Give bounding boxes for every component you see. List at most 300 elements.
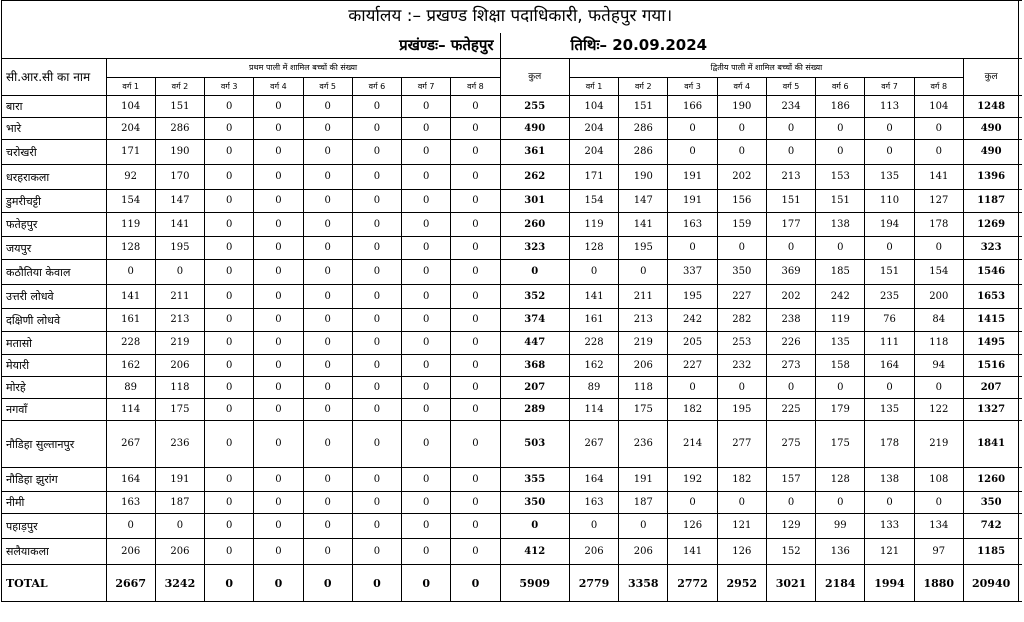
shift1-total: 350 — [500, 492, 569, 514]
shift1-count: 0 — [451, 165, 500, 190]
shift2-count: 0 — [914, 492, 963, 514]
shift2-count: 141 — [619, 213, 668, 237]
shift1-count: 219 — [155, 332, 204, 355]
shift1-count: 0 — [352, 285, 401, 309]
crc-name-header: सी.आर.सी का नाम — [2, 59, 107, 96]
shift2-count: 1994 — [865, 565, 914, 602]
shift2-count: 0 — [914, 118, 963, 140]
shift2-count: 110 — [865, 190, 914, 213]
table-row — [2, 421, 1023, 468]
shift2-count: 171 — [569, 165, 618, 190]
shift2-total: 1415 — [963, 309, 1018, 332]
crc-name: भारे — [2, 118, 107, 140]
shift1-count: 118 — [155, 377, 204, 399]
shift1-count: 0 — [352, 140, 401, 165]
shift2-count: 141 — [914, 165, 963, 190]
shift1-count: 0 — [451, 118, 500, 140]
shift2-count: 0 — [717, 377, 766, 399]
shift1-count: 0 — [451, 565, 500, 602]
shift2-count: 154 — [569, 190, 618, 213]
shift1-count: 0 — [451, 514, 500, 539]
shift2-count: 219 — [619, 332, 668, 355]
shift2-count: 119 — [569, 213, 618, 237]
shift2-total: 323 — [963, 237, 1018, 260]
shift2-count: 195 — [668, 285, 717, 309]
shift2-count: 136 — [816, 539, 865, 565]
shift2-class-header: वर्ग 2 — [619, 78, 668, 96]
shift1-count: 0 — [402, 492, 451, 514]
shift1-count: 0 — [254, 399, 303, 421]
shift2-count: 122 — [914, 399, 963, 421]
shift2-count: 0 — [816, 118, 865, 140]
shift2-count: 126 — [717, 539, 766, 565]
shift1-count: 171 — [106, 140, 155, 165]
shift1-count: 0 — [303, 332, 352, 355]
shift2-total: 1546 — [963, 260, 1018, 285]
shift1-count: 0 — [205, 468, 254, 492]
shift1-count: 0 — [352, 492, 401, 514]
shift2-count: 97 — [914, 539, 963, 565]
shift1-count: 0 — [402, 190, 451, 213]
shift2-count: 161 — [569, 309, 618, 332]
shift2-count: 2772 — [668, 565, 717, 602]
shift1-count: 161 — [106, 309, 155, 332]
shift1-count: 0 — [352, 190, 401, 213]
shift1-count: 0 — [402, 332, 451, 355]
shift2-count: 232 — [717, 355, 766, 377]
shift2-count: 204 — [569, 118, 618, 140]
crc-name: नौडिहा सुल्तानपुर — [2, 421, 107, 468]
shift2-count: 369 — [766, 260, 815, 285]
shift1-count: 0 — [352, 260, 401, 285]
shift2-count: 227 — [717, 285, 766, 309]
shift2-count: 202 — [717, 165, 766, 190]
table-row — [2, 165, 1023, 190]
shift1-count: 0 — [205, 539, 254, 565]
shift2-count: 185 — [816, 260, 865, 285]
shift2-class-header: वर्ग 6 — [816, 78, 865, 96]
shift1-total: 412 — [500, 539, 569, 565]
shift2-count: 191 — [619, 468, 668, 492]
shift2-count: 0 — [816, 492, 865, 514]
shift2-count: 206 — [569, 539, 618, 565]
shift2-count: 337 — [668, 260, 717, 285]
shift2-count: 286 — [619, 118, 668, 140]
shift1-count: 147 — [155, 190, 204, 213]
shift1-count: 286 — [155, 118, 204, 140]
shift1-count: 0 — [303, 118, 352, 140]
shift2-count: 0 — [914, 237, 963, 260]
shift2-count: 163 — [569, 492, 618, 514]
shift1-count: 0 — [303, 539, 352, 565]
shift1-count: 0 — [352, 213, 401, 237]
shift1-count: 0 — [254, 468, 303, 492]
shift1-count: 0 — [451, 399, 500, 421]
crc-name: धरहराकला — [2, 165, 107, 190]
shift1-count: 0 — [303, 165, 352, 190]
shift1-count: 0 — [205, 309, 254, 332]
shift1-count: 0 — [205, 355, 254, 377]
shift2-total-header: कुल — [963, 59, 1018, 96]
shift2-count: 164 — [865, 355, 914, 377]
shift2-count: 104 — [569, 96, 618, 118]
shift2-count: 0 — [766, 118, 815, 140]
shift2-count: 200 — [914, 285, 963, 309]
shift1-count: 92 — [106, 165, 155, 190]
table-row — [2, 213, 1023, 237]
shift1-count: 0 — [205, 118, 254, 140]
shift1-count: 0 — [303, 468, 352, 492]
shift1-count: 195 — [155, 237, 204, 260]
shift2-class-header: वर्ग 5 — [766, 78, 815, 96]
shift1-count: 0 — [352, 468, 401, 492]
shift1-class-header: वर्ग 1 — [106, 78, 155, 96]
shift1-count: 0 — [205, 514, 254, 539]
crc-name: जयपुर — [2, 237, 107, 260]
crc-name: फतेहपुर — [2, 213, 107, 237]
shift1-count: 0 — [451, 355, 500, 377]
shift2-count: 147 — [619, 190, 668, 213]
shift2-count: 2952 — [717, 565, 766, 602]
shift1-count: 0 — [303, 96, 352, 118]
shift2-count: 178 — [865, 421, 914, 468]
shift1-count: 0 — [205, 565, 254, 602]
shift2-total: 1185 — [963, 539, 1018, 565]
shift1-count: 0 — [205, 399, 254, 421]
shift2-count: 234 — [766, 96, 815, 118]
shift2-count: 141 — [569, 285, 618, 309]
shift1-count: 119 — [106, 213, 155, 237]
shift1-count: 0 — [352, 539, 401, 565]
shift2-count: 282 — [717, 309, 766, 332]
shift2-count: 238 — [766, 309, 815, 332]
crc-name: मेयारी — [2, 355, 107, 377]
crc-name: चरोखरी — [2, 140, 107, 165]
shift1-count: 0 — [402, 399, 451, 421]
shift2-count: 151 — [766, 190, 815, 213]
shift1-count: 0 — [402, 213, 451, 237]
shift2-count: 0 — [619, 260, 668, 285]
shift1-count: 213 — [155, 309, 204, 332]
shift1-count: 0 — [352, 332, 401, 355]
shift2-count: 138 — [816, 213, 865, 237]
shift2-count: 0 — [569, 260, 618, 285]
shift1-count: 0 — [205, 260, 254, 285]
shift1-count: 0 — [402, 565, 451, 602]
shift2-total: 350 — [963, 492, 1018, 514]
shift2-count: 152 — [766, 539, 815, 565]
shift1-total: 260 — [500, 213, 569, 237]
shift2-count: 0 — [766, 492, 815, 514]
shift1-count: 89 — [106, 377, 155, 399]
shift1-count: 0 — [205, 377, 254, 399]
shift2-count: 175 — [619, 399, 668, 421]
shift1-count: 141 — [155, 213, 204, 237]
shift1-count: 0 — [303, 565, 352, 602]
table-row — [2, 514, 1023, 539]
shift1-count: 0 — [352, 237, 401, 260]
crc-name: कठौतिया केवाल — [2, 260, 107, 285]
shift1-count: 0 — [352, 399, 401, 421]
shift2-count: 190 — [619, 165, 668, 190]
total-row — [2, 565, 1023, 602]
shift2-class-header: वर्ग 1 — [569, 78, 618, 96]
table-row — [2, 492, 1023, 514]
shift2-count: 1880 — [914, 565, 963, 602]
shift1-count: 0 — [205, 190, 254, 213]
shift1-count: 151 — [155, 96, 204, 118]
shift2-count: 0 — [717, 118, 766, 140]
shift2-count: 267 — [569, 421, 618, 468]
shift2-count: 182 — [668, 399, 717, 421]
shift2-total: 207 — [963, 377, 1018, 399]
shift2-count: 195 — [619, 237, 668, 260]
shift2-count: 202 — [766, 285, 815, 309]
shift2-count: 126 — [668, 514, 717, 539]
shift2-count: 213 — [766, 165, 815, 190]
shift2-count: 175 — [816, 421, 865, 468]
shift1-count: 211 — [155, 285, 204, 309]
shift1-count: 0 — [402, 514, 451, 539]
shift2-total: 1653 — [963, 285, 1018, 309]
shift1-count: 0 — [254, 332, 303, 355]
shift1-count: 0 — [303, 355, 352, 377]
shift2-total: 1260 — [963, 468, 1018, 492]
shift2-count: 0 — [816, 377, 865, 399]
total-label: TOTAL — [2, 565, 107, 602]
shift1-total: 447 — [500, 332, 569, 355]
table-row — [2, 468, 1023, 492]
shift2-total: 1516 — [963, 355, 1018, 377]
shift1-count: 163 — [106, 492, 155, 514]
shift1-count: 0 — [303, 237, 352, 260]
shift2-count: 179 — [816, 399, 865, 421]
shift2-count: 141 — [668, 539, 717, 565]
shift1-total: 0 — [500, 260, 569, 285]
shift1-total: 352 — [500, 285, 569, 309]
shift2-count: 114 — [569, 399, 618, 421]
shift1-count: 0 — [205, 492, 254, 514]
shift1-count: 128 — [106, 237, 155, 260]
shift2-count: 182 — [717, 468, 766, 492]
shift1-class-header: वर्ग 6 — [352, 78, 401, 96]
shift1-total: 503 — [500, 421, 569, 468]
shift1-count: 141 — [106, 285, 155, 309]
shift1-count: 0 — [254, 190, 303, 213]
shift1-count: 0 — [451, 421, 500, 468]
shift1-count: 2667 — [106, 565, 155, 602]
shift2-count: 2184 — [816, 565, 865, 602]
shift1-count: 0 — [402, 165, 451, 190]
shift1-count: 0 — [254, 237, 303, 260]
shift1-class-header: वर्ग 3 — [205, 78, 254, 96]
shift2-count: 211 — [619, 285, 668, 309]
shift1-total: 323 — [500, 237, 569, 260]
shift1-count: 0 — [451, 140, 500, 165]
shift2-count: 99 — [816, 514, 865, 539]
crc-name: मतासो — [2, 332, 107, 355]
shift2-count: 127 — [914, 190, 963, 213]
table-row — [2, 309, 1023, 332]
shift1-count: 0 — [451, 468, 500, 492]
shift1-count: 0 — [451, 237, 500, 260]
shift1-count: 0 — [352, 165, 401, 190]
shift1-count: 0 — [303, 399, 352, 421]
shift2-count: 135 — [865, 165, 914, 190]
shift1-count: 206 — [106, 539, 155, 565]
shift1-count: 0 — [451, 377, 500, 399]
shift1-count: 0 — [451, 213, 500, 237]
shift2-count: 128 — [816, 468, 865, 492]
shift2-count: 0 — [865, 118, 914, 140]
crc-name: पहाड़पुर — [2, 514, 107, 539]
shift2-count: 104 — [914, 96, 963, 118]
shift1-count: 228 — [106, 332, 155, 355]
shift1-count: 191 — [155, 468, 204, 492]
shift1-class-header: वर्ग 7 — [402, 78, 451, 96]
crc-name: नीमी — [2, 492, 107, 514]
shift1-total: 301 — [500, 190, 569, 213]
shift2-total: 1248 — [963, 96, 1018, 118]
shift2-count: 0 — [766, 377, 815, 399]
shift1-header: प्रथम पाली में शामिल बच्चों की संख्या — [106, 59, 500, 78]
crc-name: नौडिहा झुरांग — [2, 468, 107, 492]
shift2-count: 133 — [865, 514, 914, 539]
block-label: प्रखंण्डः– फतेहपुर — [2, 33, 501, 59]
shift1-count: 3242 — [155, 565, 204, 602]
shift2-count: 2779 — [569, 565, 618, 602]
shift1-count: 0 — [254, 309, 303, 332]
shift1-count: 0 — [106, 260, 155, 285]
shift1-count: 0 — [205, 332, 254, 355]
shift1-count: 0 — [303, 309, 352, 332]
shift2-count: 228 — [569, 332, 618, 355]
shift2-count: 113 — [865, 96, 914, 118]
shift1-total: 5909 — [500, 565, 569, 602]
shift2-count: 0 — [816, 140, 865, 165]
shift1-count: 0 — [254, 565, 303, 602]
shift1-count: 0 — [205, 165, 254, 190]
shift2-count: 0 — [569, 514, 618, 539]
shift2-count: 0 — [619, 514, 668, 539]
table-row — [2, 285, 1023, 309]
shift2-count: 0 — [865, 140, 914, 165]
shift2-count: 138 — [865, 468, 914, 492]
shift1-count: 0 — [352, 118, 401, 140]
shift1-count: 0 — [155, 260, 204, 285]
shift1-total: 255 — [500, 96, 569, 118]
shift2-count: 163 — [668, 213, 717, 237]
shift1-total-header: कुल — [500, 59, 569, 96]
shift1-total: 0 — [500, 514, 569, 539]
table-row — [2, 118, 1023, 140]
shift2-count: 111 — [865, 332, 914, 355]
shift2-count: 162 — [569, 355, 618, 377]
shift1-count: 0 — [402, 237, 451, 260]
shift2-count: 192 — [668, 468, 717, 492]
shift2-total: 1396 — [963, 165, 1018, 190]
shift1-count: 0 — [205, 140, 254, 165]
crc-name: नगवाँ — [2, 399, 107, 421]
shift1-count: 0 — [451, 309, 500, 332]
shift1-count: 236 — [155, 421, 204, 468]
shift2-count: 3021 — [766, 565, 815, 602]
shift1-count: 0 — [254, 285, 303, 309]
shift1-total: 262 — [500, 165, 569, 190]
shift2-count: 0 — [766, 237, 815, 260]
shift1-count: 0 — [451, 492, 500, 514]
crc-name: डुमरीचट्टी — [2, 190, 107, 213]
shift1-count: 0 — [352, 355, 401, 377]
shift1-count: 190 — [155, 140, 204, 165]
shift1-total: 355 — [500, 468, 569, 492]
shift2-count: 121 — [717, 514, 766, 539]
shift2-count: 226 — [766, 332, 815, 355]
table-row — [2, 539, 1023, 565]
table-row — [2, 96, 1023, 118]
shift2-count: 227 — [668, 355, 717, 377]
shift1-count: 0 — [303, 285, 352, 309]
shift1-count: 170 — [155, 165, 204, 190]
shift1-count: 0 — [402, 260, 451, 285]
table-row — [2, 140, 1023, 165]
shift2-count: 76 — [865, 309, 914, 332]
shift2-count: 213 — [619, 309, 668, 332]
shift1-count: 0 — [352, 514, 401, 539]
shift2-count: 242 — [816, 285, 865, 309]
shift2-count: 108 — [914, 468, 963, 492]
shift2-total: 1841 — [963, 421, 1018, 468]
shift2-count: 89 — [569, 377, 618, 399]
shift1-count: 0 — [352, 421, 401, 468]
shift2-count: 151 — [619, 96, 668, 118]
shift2-count: 166 — [668, 96, 717, 118]
shift1-count: 0 — [254, 165, 303, 190]
shift2-class-header: वर्ग 4 — [717, 78, 766, 96]
shift2-count: 134 — [914, 514, 963, 539]
shift1-count: 0 — [254, 514, 303, 539]
shift2-total: 1495 — [963, 332, 1018, 355]
shift2-count: 206 — [619, 355, 668, 377]
shift1-count: 0 — [254, 260, 303, 285]
shift1-count: 0 — [402, 118, 451, 140]
shift2-total: 490 — [963, 140, 1018, 165]
crc-name: दक्षिणी लोधवे — [2, 309, 107, 332]
shift2-total: 742 — [963, 514, 1018, 539]
shift2-count: 159 — [717, 213, 766, 237]
shift2-count: 236 — [619, 421, 668, 468]
shift2-count: 277 — [717, 421, 766, 468]
shift1-count: 0 — [303, 514, 352, 539]
shift2-count: 3358 — [619, 565, 668, 602]
shift1-count: 0 — [352, 377, 401, 399]
shift1-count: 0 — [303, 213, 352, 237]
shift1-class-header: वर्ग 8 — [451, 78, 500, 96]
shift1-count: 0 — [303, 140, 352, 165]
shift2-count: 194 — [865, 213, 914, 237]
shift1-count: 0 — [254, 355, 303, 377]
shift2-total: 1269 — [963, 213, 1018, 237]
shift2-count: 235 — [865, 285, 914, 309]
shift2-count: 219 — [914, 421, 963, 468]
shift2-count: 286 — [619, 140, 668, 165]
shift2-count: 225 — [766, 399, 815, 421]
shift1-count: 0 — [303, 377, 352, 399]
shift1-count: 0 — [205, 96, 254, 118]
shift1-count: 0 — [451, 96, 500, 118]
shift1-count: 0 — [352, 309, 401, 332]
shift1-count: 164 — [106, 468, 155, 492]
